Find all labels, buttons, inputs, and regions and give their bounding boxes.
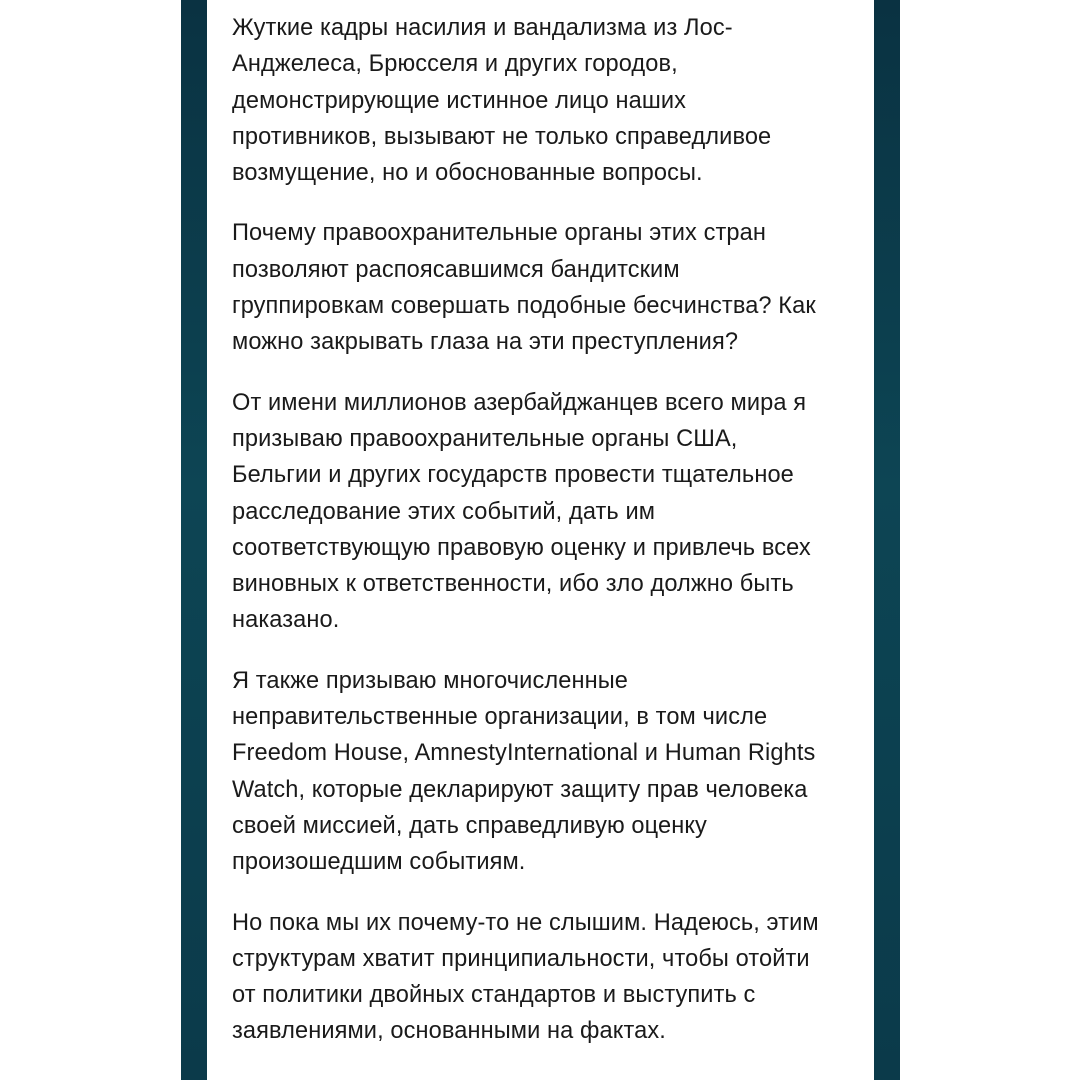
paragraph-5: Но пока мы их почему-то не слышим. Надеюсь, этим структурам хватит принципиальности, чтобы отойти от политики двойных стандартов и выступить с заявлениями, основанными на фактах. xyxy=(232,909,819,1045)
paragraph-4: Я также призываю многочисленные неправительственные организации, в том числе Freedom House, AmnestyInternational и Human Rights Watch, которые декларируют защиту прав человека своей миссией, дать справедливую оценку произошедшим событиям. xyxy=(232,667,816,876)
paragraph-2: Почему правоохранительные органы этих стран позволяют распоясавшимся бандитским группировкам совершать подобные бесчинства? Как можно закрывать глаза на эти преступления? xyxy=(232,220,816,356)
left-side-panel xyxy=(181,0,207,1080)
paragraph-3: От имени миллионов азербайджанцев всего мира я призываю правоохранительные органы США, Бельгии и других государств провести тщательное расследование этих событий, дать им соответствующую правовую оценку и привлечь всех виновных к ответственности, ибо зло должно быть наказано. xyxy=(232,389,811,634)
right-side-panel xyxy=(874,0,900,1080)
article-body xyxy=(232,10,857,1074)
paragraph-1: Жуткие кадры насилия и вандализма из Лос- Анджелеса, Брюсселя и других городов, демонстрирующие истинное лицо наших противников, вызывают не только справедливое возмущение, но и обоснованные вопросы. xyxy=(232,15,772,187)
